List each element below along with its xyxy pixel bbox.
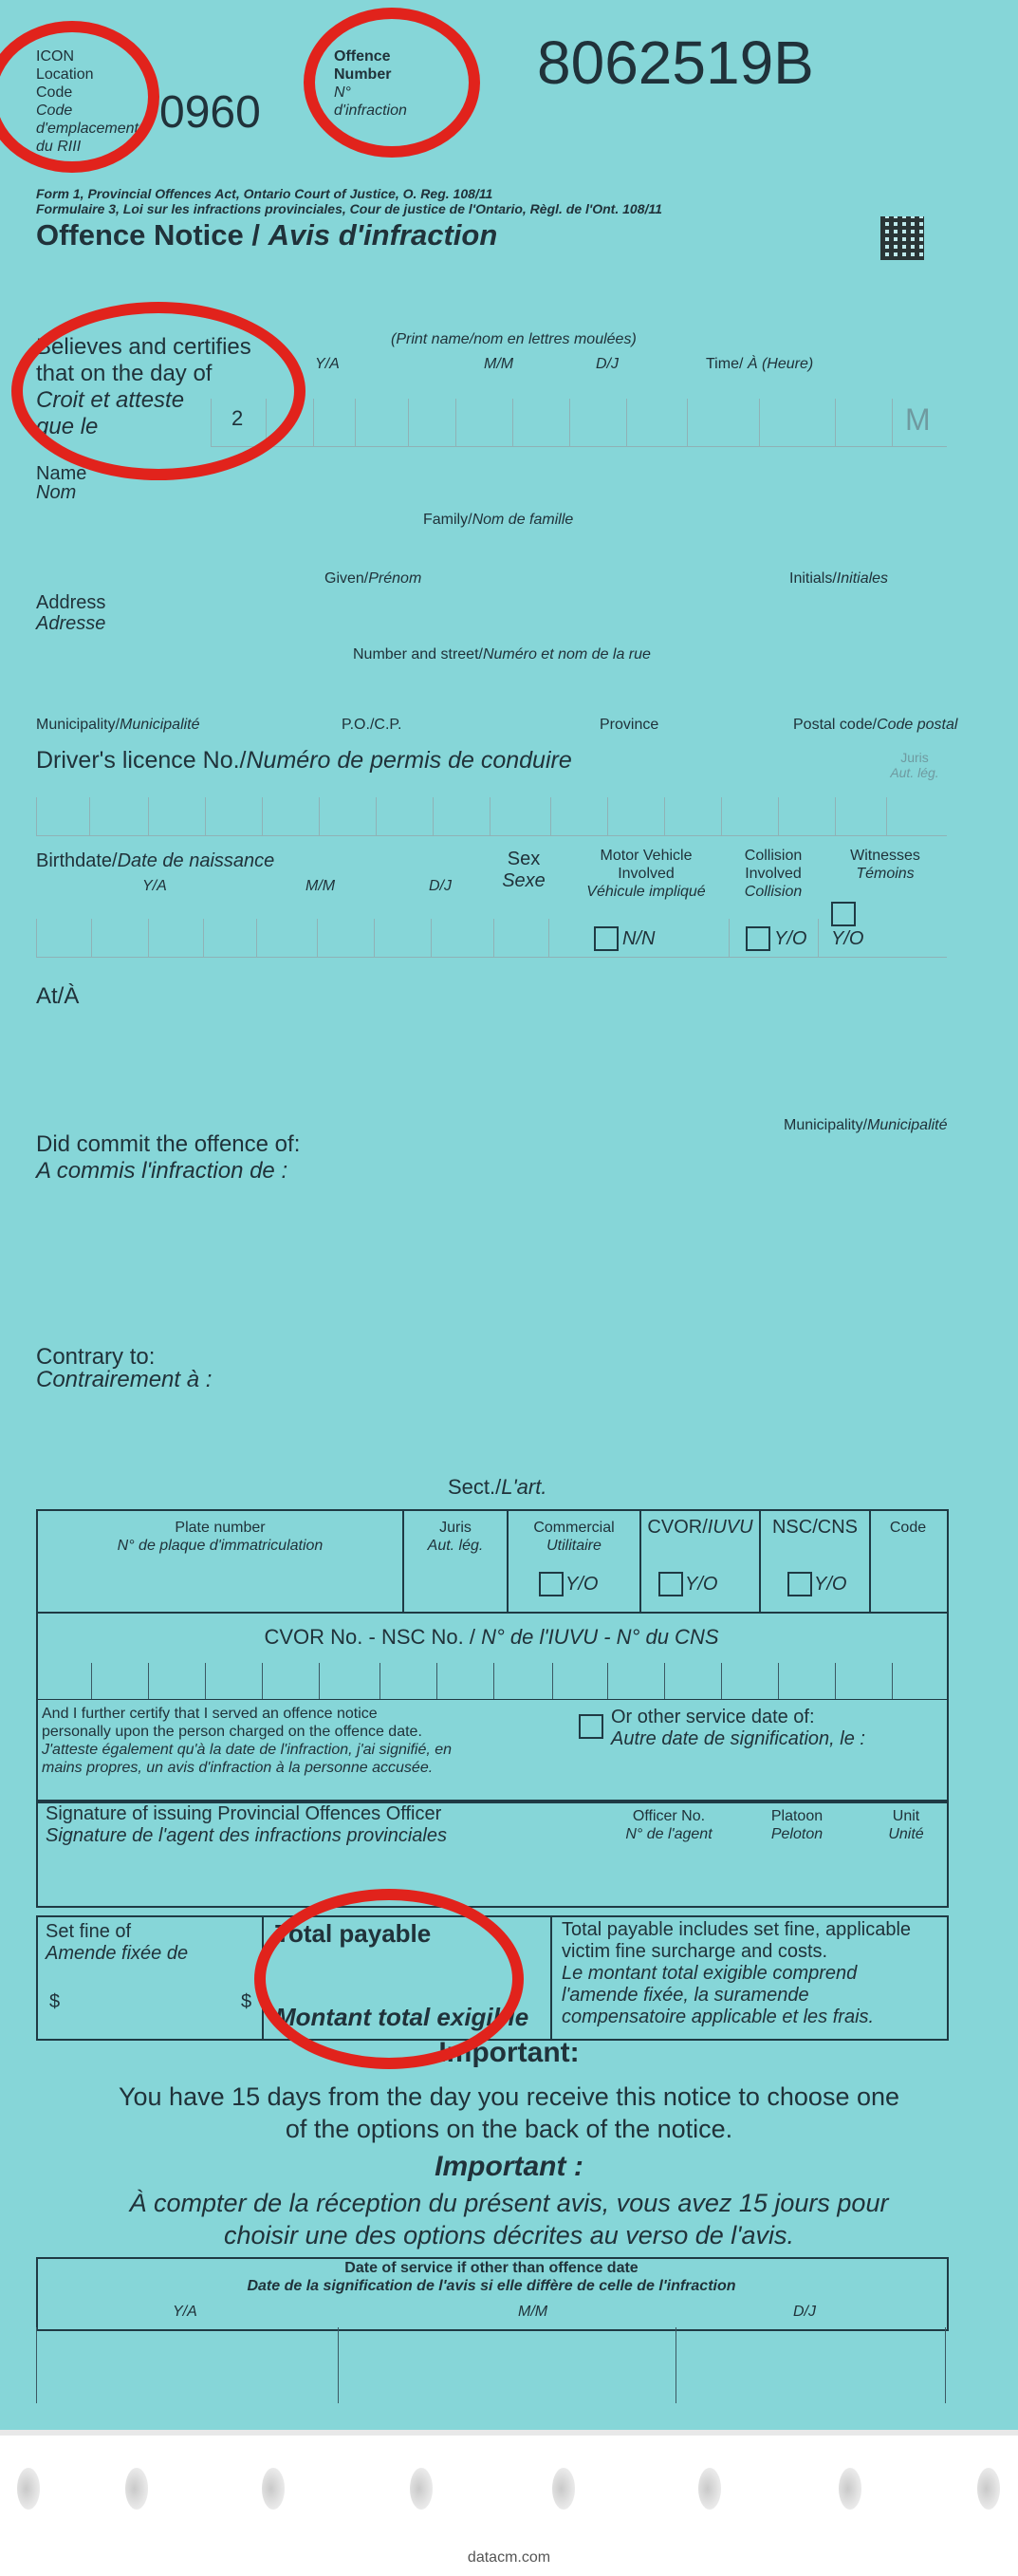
other-service-date-label: Or other service date of: Autre date de signification, le : xyxy=(611,1707,865,1749)
other-service-date-checkbox[interactable] xyxy=(579,1714,603,1739)
code-header: Code xyxy=(889,1520,927,1536)
licence-juris-box[interactable]: Juris Aut. lég. xyxy=(890,750,939,780)
birth-month-label: M/M xyxy=(305,878,336,894)
perforation-hole xyxy=(698,2468,721,2510)
form-reference-fr: Formulaire 3, Loi sur les infractions provinciales, Cour de justice de l'Ontario, Règl. de l'Ont. 108/11 xyxy=(36,201,662,216)
birth-day-label: D/J xyxy=(429,878,452,894)
offence-label: Did commit the offence of: A commis l'infraction de : xyxy=(36,1131,301,1184)
perforation-hole xyxy=(839,2468,861,2510)
unit-label: Unit Unité xyxy=(888,1808,924,1842)
perforation-hole xyxy=(125,2468,148,2510)
print-name-hint: (Print name/nom en lettres moulées) xyxy=(391,331,637,347)
initials-hint: Initials/Initiales xyxy=(789,570,889,587)
sex-label: Sex Sexe xyxy=(502,849,546,891)
commercial-header: Commercial Utilitaire xyxy=(533,1520,615,1554)
at-municipality-hint: Municipality/Municipalité xyxy=(784,1117,948,1133)
cvor-checkbox[interactable] xyxy=(658,1572,683,1596)
tear-edge xyxy=(0,2430,1018,2436)
municipality-hint: Municipality/Municipalité xyxy=(36,717,200,733)
icon-location-label: ICON Location Code Code d'emplacement du RIII xyxy=(36,48,139,155)
nsc-checkbox[interactable] xyxy=(787,1572,812,1596)
set-fine-label: Set fine of Amende fixée de xyxy=(46,1921,189,1964)
nsc-header: NSC/CNS xyxy=(771,1517,858,1538)
platoon-label: Platoon Peloton xyxy=(770,1808,824,1842)
licence-label: Driver's licence No./Numéro de permis de conduire xyxy=(36,747,572,774)
commercial-checkbox[interactable] xyxy=(539,1572,564,1596)
plate-juris-header: Juris Aut. lég. xyxy=(427,1520,484,1554)
important-text-en: You have 15 days from the day you receive this notice to choose one of the options on the back of the notice. xyxy=(118,2082,900,2143)
birthdate-label: Birthdate/Date de naissance xyxy=(36,850,275,871)
commercial-yo: Y/O xyxy=(565,1574,599,1595)
perforation-hole xyxy=(17,2468,40,2510)
perforation-hole xyxy=(552,2468,575,2510)
perforation-hole xyxy=(977,2468,1000,2510)
officer-number-label: Officer No. N° de l'agent xyxy=(625,1808,713,1842)
collision-checkbox[interactable] xyxy=(746,926,770,951)
signature-label: Signature of issuing Provincial Offences Officer Signature de l'agent des infractions provinciales xyxy=(46,1803,447,1846)
year-digit[interactable]: 2 xyxy=(231,406,244,430)
motor-vehicle-label: Motor Vehicle Involved Véhicule impliqué xyxy=(586,848,706,900)
time-label: Time/ À (Heure) xyxy=(706,356,814,372)
postal-code-hint: Postal code/Code postal xyxy=(793,717,958,733)
service-certify-text: And I further certify that I served an offence notice personally upon the person charged on the offence date. J'atteste également qu'à la date de l'infraction, j'ai signifié, en mains propres, un avis d'infraction à la personne accusée. xyxy=(42,1706,453,1776)
motor-vehicle-nn: N/N xyxy=(622,928,656,949)
month-label: M/M xyxy=(484,356,514,372)
set-fine-dollar: $ xyxy=(49,1991,61,2012)
annotation-circle-total-payable xyxy=(254,1889,524,2069)
contrary-label: Contrary to: Contrairement à : xyxy=(36,1344,213,1392)
perforation-hole xyxy=(410,2468,433,2510)
day-label: D/J xyxy=(596,356,619,372)
section-label: Sect./L'art. xyxy=(448,1475,547,1499)
total-payable-dollar: $ xyxy=(241,1991,252,2012)
service-year-label: Y/A xyxy=(173,2304,197,2320)
province-hint: Province xyxy=(600,717,659,733)
given-name-hint: Given/Prénom xyxy=(324,570,422,587)
service-day-label: D/J xyxy=(793,2304,816,2320)
important-text-fr: À compter de la réception du présent avis, vous avez 15 jours pour choisir une des options décrites au verso de l'avis. xyxy=(129,2189,889,2249)
meridiem-box[interactable]: M xyxy=(905,402,931,437)
witnesses-checkbox[interactable] xyxy=(831,902,856,926)
at-label: At/À xyxy=(36,983,80,1009)
motor-vehicle-checkbox[interactable] xyxy=(594,926,619,951)
offence-number: 8062519B xyxy=(537,28,814,97)
po-hint: P.O./C.P. xyxy=(342,717,402,733)
nsc-yo: Y/O xyxy=(814,1574,847,1595)
cvor-yo: Y/O xyxy=(685,1574,718,1595)
service-month-label: M/M xyxy=(518,2304,548,2320)
collision-yo: Y/O xyxy=(774,928,807,949)
perforation-hole xyxy=(262,2468,285,2510)
important-title-fr: Important : xyxy=(435,2151,583,2182)
certify-label: Believes and certifies that on the day of Croit et atteste que le xyxy=(36,334,251,439)
important-title-en: Important: xyxy=(438,2037,580,2068)
total-payable-label-fr: Montant total exigible xyxy=(275,2003,529,2031)
form-reference-en: Form 1, Provincial Offences Act, Ontario Court of Justice, O. Reg. 108/11 xyxy=(36,186,493,201)
annotation-circle-offence-number xyxy=(304,8,480,158)
collision-label: Collision Involved Collision xyxy=(744,848,803,900)
annotation-circle-certify-date xyxy=(11,302,305,480)
street-hint: Number and street/Numéro et nom de la rue xyxy=(353,646,651,663)
name-label-fr: Nom xyxy=(36,482,77,503)
birth-year-label: Y/A xyxy=(142,878,167,894)
location-code: 0960 xyxy=(159,87,261,138)
witnesses-yo: Y/O xyxy=(831,928,864,949)
address-label: Address xyxy=(36,592,106,613)
service-date-label: Date of service if other than offence date Date de la signification de l'avis si elle diffère de celle de l'infraction xyxy=(247,2260,736,2294)
address-label-fr: Adresse xyxy=(36,613,106,634)
watermark: datacm.com xyxy=(467,2549,551,2566)
cvor-header: CVOR/IUVU xyxy=(647,1517,753,1538)
witnesses-label: Witnesses Témoins xyxy=(850,848,920,882)
family-name-hint: Family/Nom de famille xyxy=(423,512,574,528)
name-label: Name xyxy=(36,463,87,484)
total-payable-description: Total payable includes set fine, applicable victim fine surcharge and costs. Le montant total exigible comprend l'amende fixée, la suramende compensatoire applicable et les frais. xyxy=(562,1919,912,2027)
year-label: Y/A xyxy=(315,356,340,372)
total-payable-label: Total payable xyxy=(275,1919,432,1948)
barcode-icon xyxy=(880,216,924,260)
cvor-nsc-number-label: CVOR No. - NSC No. / N° de l'IUVU - N° du CNS xyxy=(264,1625,719,1649)
plate-number-header: Plate number N° de plaque d'immatriculation xyxy=(117,1520,324,1554)
form-title: Offence Notice / Avis d'infraction xyxy=(36,218,498,252)
offence-number-label: Offence Number N° d'infraction xyxy=(334,48,407,119)
